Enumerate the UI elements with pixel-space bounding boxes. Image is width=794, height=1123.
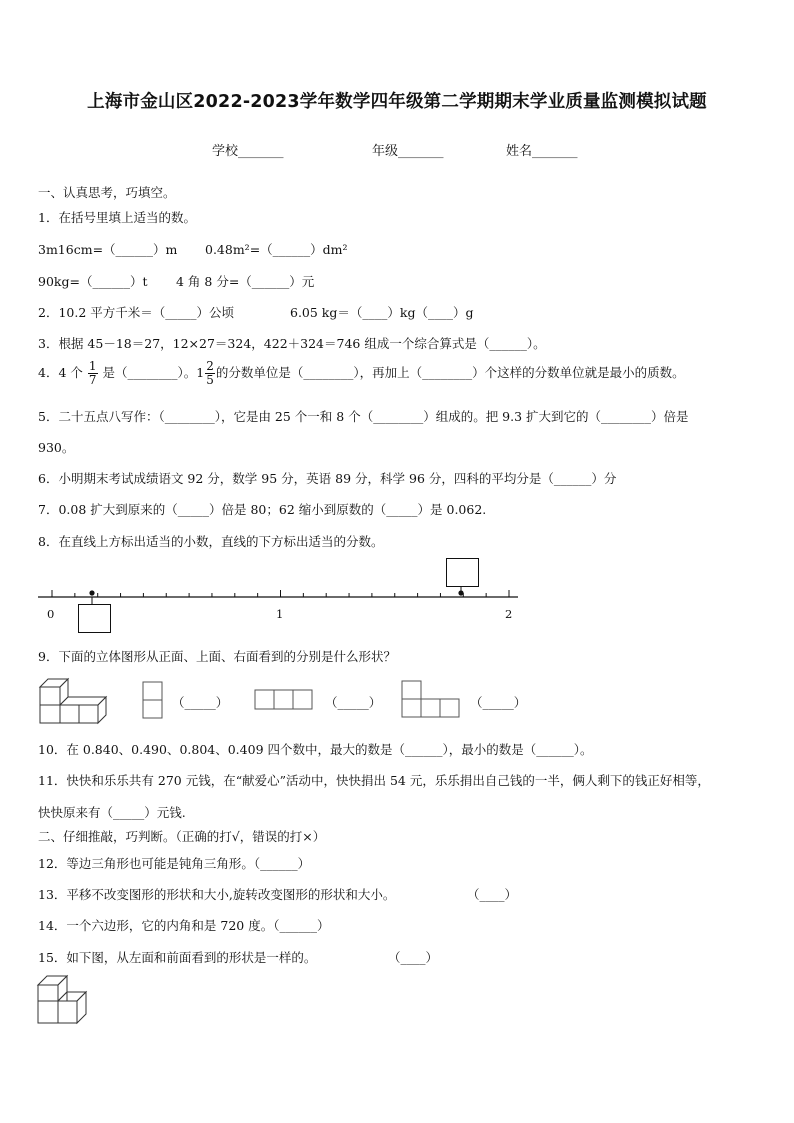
answer-box-fraction[interactable] bbox=[78, 604, 111, 633]
question-2b: 6.05 kg＝（____）kg（____）g bbox=[290, 305, 474, 320]
number-line-label-1: 1 bbox=[276, 607, 284, 621]
question-8: 8．在直线上方标出适当的小数，直线的下方标出适当的分数。 bbox=[38, 534, 384, 549]
school-field[interactable]: 学校_______ bbox=[212, 144, 284, 159]
question-13-blank[interactable]: （____） bbox=[467, 887, 518, 902]
name-field[interactable]: 姓名_______ bbox=[506, 144, 578, 159]
q15-solid-figure bbox=[38, 976, 98, 1026]
question-5-cont: 930。 bbox=[38, 440, 75, 455]
q4-text-a: 4．4 个 bbox=[38, 365, 83, 380]
question-11: 11．快快和乐乐共有 270 元钱，在“献爱心”活动中，快快捐出 54 元，乐乐捐出自己钱的一半，俩人剩下的钱正好相等， bbox=[38, 773, 710, 788]
question-3: 3．根据 45－18＝27，12×27＝324，422＋324＝746 组成一个综合算式是（______）。 bbox=[38, 336, 546, 351]
question-11-cont: 快快原来有（_____）元钱. bbox=[38, 805, 186, 820]
q9-view-front bbox=[142, 681, 164, 721]
question-1a: 3m16cm=（______）m bbox=[38, 242, 178, 257]
question-7: 7．0.08 扩大到原来的（_____）倍是 80；62 缩小到原数的（_____）是 0.062. bbox=[38, 502, 487, 517]
section-2-heading: 二、仔细推敲，巧判断。（正确的打√，错误的打×） bbox=[38, 829, 326, 844]
question-5: 5．二十五点八写作：（________），它是由 25 个一和 8 个（________）组成的。把 9.3 扩大到它的（________）倍是 bbox=[38, 409, 689, 424]
question-14: 14．一个六边形，它的内角和是 720 度。（______） bbox=[38, 918, 330, 933]
question-15-blank[interactable]: （____） bbox=[388, 950, 439, 965]
question-2: 2．10.2 平方千米＝（_____）公顷 bbox=[38, 305, 235, 320]
number-line-label-0: 0 bbox=[47, 607, 55, 621]
question-6: 6．小明期末考试成绩语文 92 分，数学 95 分，英语 89 分，科学 96 分，四科的平均分是（______）分 bbox=[38, 471, 617, 486]
question-4 bbox=[38, 360, 685, 387]
q9-view-right bbox=[401, 680, 463, 720]
q9-solid-figure bbox=[40, 679, 110, 724]
q4-text-c: 的分数单位是（________），再加上（________）个这样的分数单位就是最小的质数。 bbox=[215, 365, 685, 380]
q9-blank-3[interactable]: （_____） bbox=[470, 695, 527, 710]
fraction-two-fifths: $\frac{2}{5}$ bbox=[206, 359, 214, 387]
question-12: 12．等边三角形也可能是钝角三角形。（______） bbox=[38, 856, 311, 871]
question-1c: 90kg=（______）t bbox=[38, 274, 148, 289]
number-line-point-a bbox=[89, 590, 94, 595]
question-15: 15．如下图，从左面和前面看到的形状是一样的。 bbox=[38, 950, 317, 965]
section-1-heading: 一、认真思考，巧填空。 bbox=[38, 185, 176, 200]
q4-text-b: 是（________）。1 bbox=[102, 365, 205, 380]
number-line-label-2: 2 bbox=[505, 607, 513, 621]
question-9: 9．下面的立体图形从正面、上面、右面看到的分别是什么形状？ bbox=[38, 649, 396, 664]
q9-blank-1[interactable]: （_____） bbox=[172, 695, 229, 710]
question-1: 1．在括号里填上适当的数。 bbox=[38, 210, 196, 225]
question-1b: 0.48m²=（______）dm² bbox=[205, 242, 348, 257]
q9-blank-2[interactable]: （_____） bbox=[325, 695, 382, 710]
grade-field[interactable]: 年级_______ bbox=[372, 144, 444, 159]
answer-box-decimal[interactable] bbox=[446, 558, 479, 587]
page-title: 上海市金山区2022-2023学年数学四年级第二学期期末学业质量监测模拟试题 bbox=[87, 92, 707, 112]
question-13: 13．平移不改变图形的形状和大小,旋转改变图形的形状和大小。 bbox=[38, 887, 396, 902]
question-1d: 4 角 8 分=（______）元 bbox=[176, 274, 315, 289]
number-line bbox=[0, 580, 794, 640]
question-10: 10．在 0.840、0.490、0.804、0.409 四个数中，最大的数是（______），最小的数是（______）。 bbox=[38, 742, 593, 757]
q9-view-top bbox=[254, 689, 316, 711]
fraction-one-seventh: $\frac{1}{7}$ bbox=[88, 359, 97, 387]
